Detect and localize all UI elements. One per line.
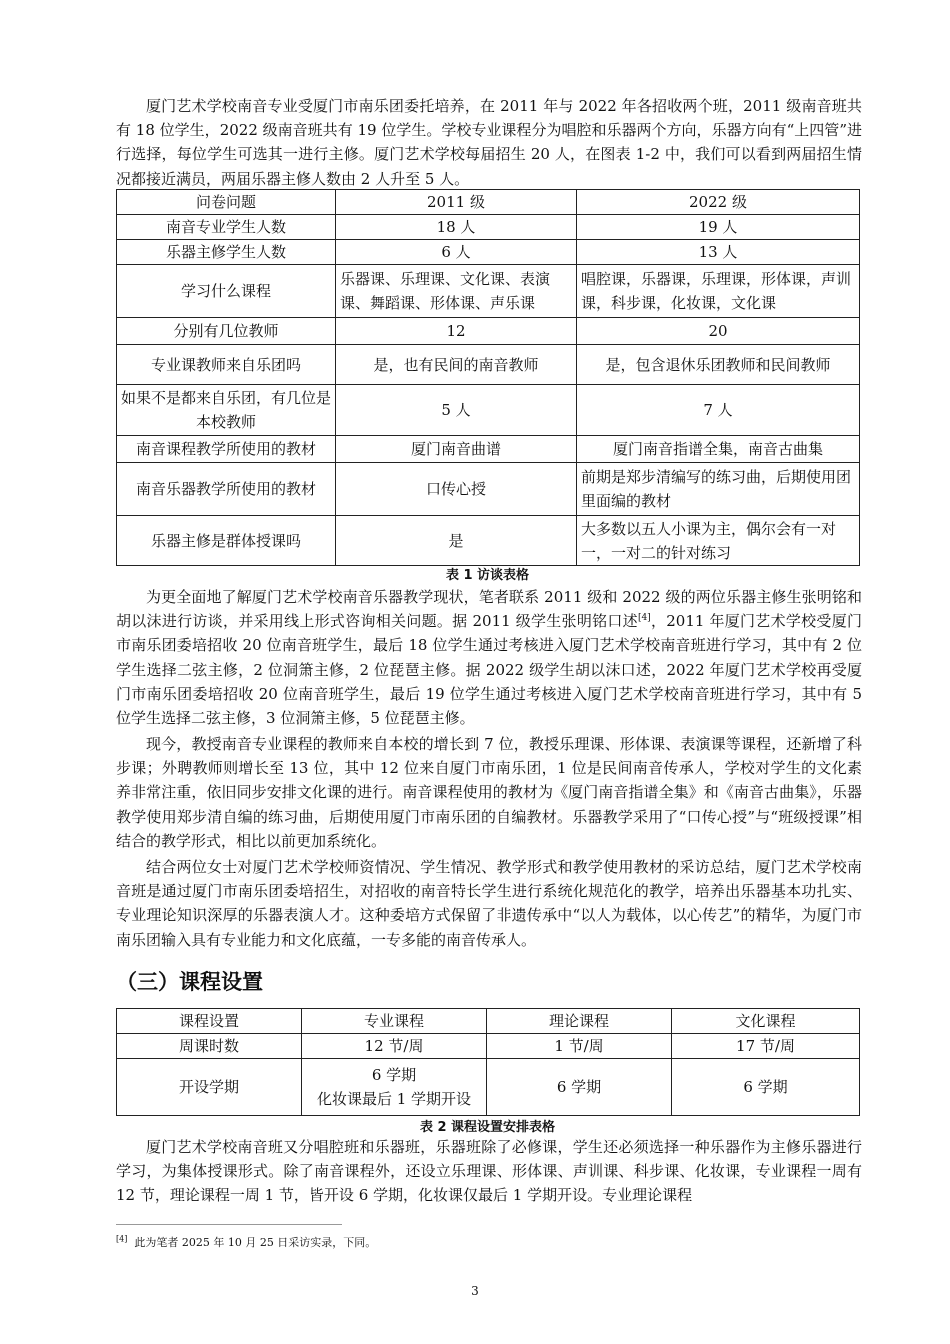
- table-row: [117, 345, 860, 385]
- table-header-cell: 问卷问题: [117, 190, 336, 215]
- paragraph-text: 为更全面地了解厦门艺术学校南音乐器教学现状，笔者联系 2011 级和 2022 级的两位乐器主修生张明铭和胡以沫进行访谈，并采用线上形式咨询相关问题。据 2011 级学生张明铭口述: [116, 588, 862, 631]
- table-cell: 大多数以五人小课为主，偶尔会有一对一，一对二的针对练习: [577, 516, 860, 566]
- paragraph-course: 厦门艺术学校南音班又分唱腔班和乐器班，乐器班除了必修课，学生还必须选择一种乐器作为主修乐器进行学习，为集体授课形式。除了南音课程外，还设立乐理课、形体课、声训课、科步课、化妆课，专业课程一周有 12 节，理论课程一周 1 节，皆开设 6 学期，化妆课仅最后 1 学期开设。专业理论课程: [116, 1138, 862, 1205]
- table-cell: 南音乐器教学所使用的教材: [117, 463, 336, 516]
- table-header-cell: 文化课程: [672, 1009, 860, 1034]
- table-row: [117, 240, 860, 265]
- footnote-marker: [4]: [116, 1234, 128, 1244]
- interview-table: [116, 189, 860, 566]
- paragraph-summary: 结合两位女士对厦门艺术学校师资情况、学生情况、教学形式和教学使用教材的采访总结，厦门艺术学校南音班是通过厦门市南乐团委培招生，对招收的南音特长学生进行系统化规范化的教学，培养出乐器基本功扎实、专业理论知识深厚的乐器表演人才。这种委培方式保留了非遗传承中“以人为载体，以心传艺”的精华，为厦门市南乐团输入具有专业能力和文化底蕴，一专多能的南音传承人。: [116, 858, 862, 949]
- table-cell: 专业课教师来自乐团吗: [117, 345, 336, 385]
- table-header-cell: 专业课程: [302, 1009, 487, 1034]
- table-cell: 唱腔课，乐器课，乐理课，形体课，声训课，科步课，化妆课，文化课: [577, 265, 860, 318]
- table-header-cell: 2011 级: [336, 190, 577, 215]
- table-cell: 是: [336, 516, 577, 566]
- table-cell: 口传心授: [336, 463, 577, 516]
- table-cell: 12: [336, 318, 577, 345]
- footnote-divider: [116, 1224, 342, 1225]
- cell-line: 化妆课最后 1 学期开设: [316, 1090, 472, 1108]
- table-cell: 厦门南音指谱全集，南音古曲集: [577, 436, 860, 463]
- table-row: [117, 318, 860, 345]
- table-header-cell: 2022 级: [577, 190, 860, 215]
- table-cell: 5 人: [336, 385, 577, 436]
- footnote-text: 此为笔者 2025 年 10 月 25 日采访实录，下同。: [134, 1236, 377, 1249]
- table-cell: 13 人: [577, 240, 860, 265]
- table-cell: 12 节/周: [302, 1034, 487, 1059]
- table-cell: 如果不是都来自乐团，有几位是本校教师: [117, 385, 336, 436]
- section-heading: （三）课程设置: [116, 970, 263, 994]
- table-cell: 17 节/周: [672, 1034, 860, 1059]
- table-row: [117, 215, 860, 240]
- table-cell: 乐器主修学生人数: [117, 240, 336, 265]
- paragraph-intro: 厦门艺术学校南音专业受厦门市南乐团委托培养，在 2011 年与 2022 年各招收两个班，2011 级南音班共有 18 位学生，2022 级南音班共有 19 位学生。学校专业课程分为唱腔和乐器两个方向，乐器方向有“上四管”进行选择，每位学生可选其一进行主修。厦门艺术学校每届招生 20 人，在图表 1-2 中，我们可以看到两届招生情况都接近满员，两届乐器主修人数由 2 人升至 5 人。: [116, 97, 862, 188]
- table-row: [117, 265, 860, 318]
- footnote-ref: [4]: [637, 613, 651, 624]
- table-cell: 南音专业学生人数: [117, 215, 336, 240]
- table-cell: 6 学期: [672, 1059, 860, 1116]
- table-row: [117, 516, 860, 566]
- table-cell: 南音课程教学所使用的教材: [117, 436, 336, 463]
- table-cell: 7 人: [577, 385, 860, 436]
- table-cell: 18 人: [336, 215, 577, 240]
- table-row: [117, 436, 860, 463]
- table-cell: 开设学期: [117, 1059, 302, 1116]
- table-cell: 周课时数: [117, 1034, 302, 1059]
- table-cell: 6 学期: [487, 1059, 672, 1116]
- table-row: [117, 385, 860, 436]
- table-header-row: [117, 1009, 860, 1034]
- footnote: [116, 1234, 376, 1250]
- table-header-cell: 理论课程: [487, 1009, 672, 1034]
- table-cell: 是，包含退休乐团教师和民间教师: [577, 345, 860, 385]
- paragraph-text: ，2011 年厦门艺术学校受厦门市南乐团委培招收 20 位南音班学生，最后 18 位学生通过考核进入厦门艺术学校南音班进行学习，其中有 2 位学生选择二弦主修，2 位洞箫主修，2 位琵琶主修。据 2022 级学生胡以沫口述，2022 年厦门艺术学校再受厦门市南乐团委培招收 20 位南音班学生，最后 19 位学生通过考核进入厦门艺术学校南音班进行学习，其中有 5 位学生选择二弦主修，3 位洞箫主修，5 位琵琶主修。: [116, 612, 862, 728]
- table-cell: 分别有几位教师: [117, 318, 336, 345]
- table-header-cell: 课程设置: [117, 1009, 302, 1034]
- table-cell: 6 人: [336, 240, 577, 265]
- table-cell: 乐器课、乐理课、文化课、表演课、舞蹈课、形体课、声乐课: [336, 265, 577, 318]
- table-cell: 前期是郑步清编写的练习曲，后期使用团里面编的教材: [577, 463, 860, 516]
- paragraph-current-state: 现今，教授南音专业课程的教师来自本校的增长到 7 位，教授乐理课、形体课、表演课等课程，还新增了科步课；外聘教师则增长至 13 位，其中 12 位来自厦门市南乐团，1 位是民间南音传承人，学校对学生的文化素养非常注重，依旧同步安排文化课的进行。南音课程使用的教材为《厦门南音指谱全集》和《南音古曲集》，乐器教学使用郑步清自编的练习曲，后期使用厦门市南乐团的自编教材。乐器教学采用了“口传心授”与“班级授课”相结合的教学形式，相比以前更加系统化。: [116, 735, 862, 850]
- table-cell: 厦门南音曲谱: [336, 436, 577, 463]
- table-cell: 1 节/周: [487, 1034, 672, 1059]
- table-row: [117, 463, 860, 516]
- table2-caption: 表 2 课程设置安排表格: [419, 1120, 556, 1135]
- table1-caption: 表 1 访谈表格: [445, 568, 530, 583]
- page-number: 3: [471, 1284, 479, 1298]
- table-row: [117, 1034, 860, 1059]
- table-cell: 是，也有民间的南音教师: [336, 345, 577, 385]
- cell-line: 6 学期: [371, 1066, 417, 1084]
- table-row: [117, 1059, 860, 1116]
- table-cell: 乐器主修是群体授课吗: [117, 516, 336, 566]
- table-cell: [302, 1059, 487, 1116]
- paragraph-interview: [116, 585, 862, 730]
- table-cell: 学习什么课程: [117, 265, 336, 318]
- table-header-row: [117, 190, 860, 215]
- table-cell: 20: [577, 318, 860, 345]
- course-table: [116, 1008, 860, 1116]
- table-cell: 19 人: [577, 215, 860, 240]
